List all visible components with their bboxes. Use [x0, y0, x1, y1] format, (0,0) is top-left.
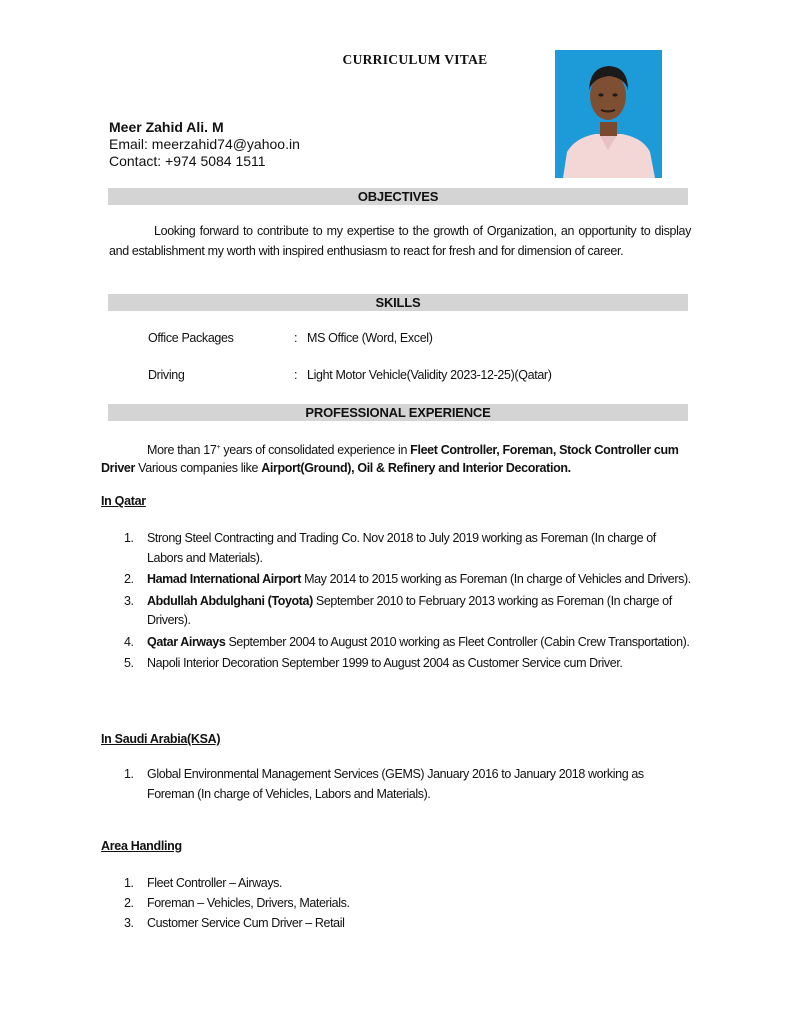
list-item: 2. Foreman – Vehicles, Drivers, Materials. — [124, 896, 350, 910]
document-title: CURRICULUM VITAE — [342, 52, 488, 67]
profile-photo — [555, 50, 662, 178]
experience-heading: PROFESSIONAL EXPERIENCE — [108, 404, 688, 421]
list-item: 3. Abdullah Abdulghani (Toyota) September 2010 to February 2013 working as Foreman (In charge of Drivers). — [124, 593, 672, 627]
list-item: 5. Napoli Interior Decoration September 1999 to August 2004 as Customer Service cum Driver. — [124, 656, 623, 670]
objectives-heading: OBJECTIVES — [108, 188, 688, 205]
list-item: 4. Qatar Airways September 2004 to August 2010 working as Fleet Controller (Cabin Crew Transportation). — [124, 634, 690, 649]
list-item: 3. Customer Service Cum Driver – Retail — [124, 916, 345, 930]
skills-heading: SKILLS — [108, 294, 688, 311]
skill-label: Driving — [148, 368, 185, 382]
experience-intro: More than 17+ years of consolidated experience in Fleet Controller, Foreman, Stock Controller cum Driver Various companies like Airport(Ground), Oil & Refinery and Interior Decoration. — [101, 443, 679, 476]
email-line: Email: meerzahid74@yahoo.in — [109, 136, 300, 152]
skill-label: Office Packages — [148, 331, 234, 345]
skill-value: MS Office (Word, Excel) — [307, 331, 433, 345]
objective-text: Looking forward to contribute to my expertise to the growth of Organization, an opportunity to display and establishment my worth with inspired enthusiasm to react for fresh and for dimension of career. — [109, 224, 691, 258]
area-handling-heading: Area Handling — [101, 839, 182, 853]
candidate-name: Meer Zahid Ali. M — [109, 119, 224, 135]
ksa-heading: In Saudi Arabia(KSA) — [101, 732, 221, 746]
skill-value: Light Motor Vehicle(Validity 2023-12-25)(Qatar) — [307, 368, 552, 382]
contact-line: Contact: +974 5084 1511 — [109, 153, 266, 169]
list-item: 2. Hamad International Airport May 2014 to 2015 working as Foreman (In charge of Vehicles and Drivers). — [124, 572, 691, 586]
skill-separator: : — [294, 368, 298, 382]
skill-separator: : — [294, 331, 298, 345]
list-item: 1. Strong Steel Contracting and Trading Co. Nov 2018 to July 2019 working as Foreman (In charge of Labors and Materials). — [124, 531, 656, 565]
qatar-experience-list — [121, 529, 693, 676]
list-item: 1. Global Environmental Management Services (GEMS) January 2016 to January 2018 working as Foreman (In charge of Vehicles, Labors and Materials). — [124, 767, 644, 801]
list-item: 1. Fleet Controller – Airways. — [124, 876, 283, 890]
qatar-heading: In Qatar — [101, 494, 146, 508]
area-handling-list — [121, 874, 693, 934]
ksa-experience-list — [121, 765, 693, 806]
